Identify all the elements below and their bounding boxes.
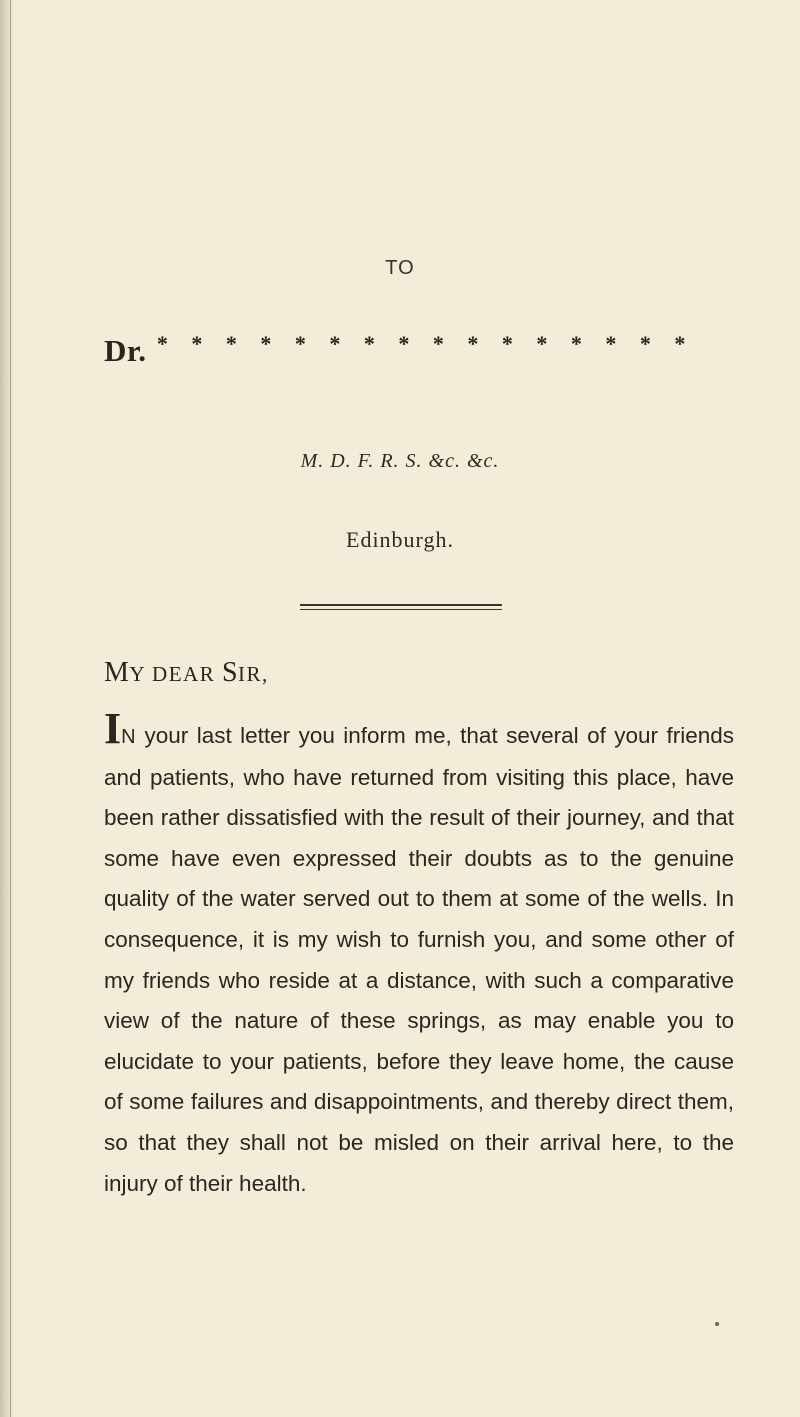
addressee-asterisks: * * * * * * * * * * * * * * * * — [156, 331, 695, 356]
addressee-place: Edinburgh. — [346, 527, 454, 552]
page-binding-line — [10, 0, 11, 1417]
first-line-text: your last letter you inform me, — [136, 723, 452, 748]
ink-speck — [715, 1322, 719, 1326]
page-binding-edge — [0, 0, 14, 1417]
salutation-initial-s: S — [221, 657, 239, 688]
salutation-initial-m: M — [104, 657, 130, 688]
divider-rule-thick — [300, 604, 502, 606]
salutation — [104, 657, 269, 689]
salutation-my-dear: Y DEAR — [129, 662, 222, 686]
drop-cap-rest: N — [121, 726, 137, 748]
addressee-degrees: M. D. F. R. S. &c. &c. — [300, 450, 500, 472]
body-paragraph: that several of your friends and patients, who have returned from visiting this place, have been rather dissatisfied with the result of their journey, and that some have even expressed their doubts as to the genuine quality of the water served out to them at some of the wells. In consequence, it is my wish to furnish you, and some other of my friends who reside at a distance, with such a comparative view of the nature of these springs, as may enable you to elucidate to your patients, before they leave home, the cause of some failures and disappointments, and thereby direct them, so that they shall not be misled on their arrival here, to the injury of their health. — [104, 723, 734, 1196]
dedication-to: TO — [385, 257, 415, 279]
addressee-line — [104, 333, 694, 369]
drop-cap: I — [104, 704, 122, 753]
divider-rule-thin — [300, 609, 502, 610]
letter-body — [104, 704, 734, 1204]
addressee-title: Dr. — [104, 333, 147, 368]
salutation-sir: IR, — [238, 662, 269, 686]
